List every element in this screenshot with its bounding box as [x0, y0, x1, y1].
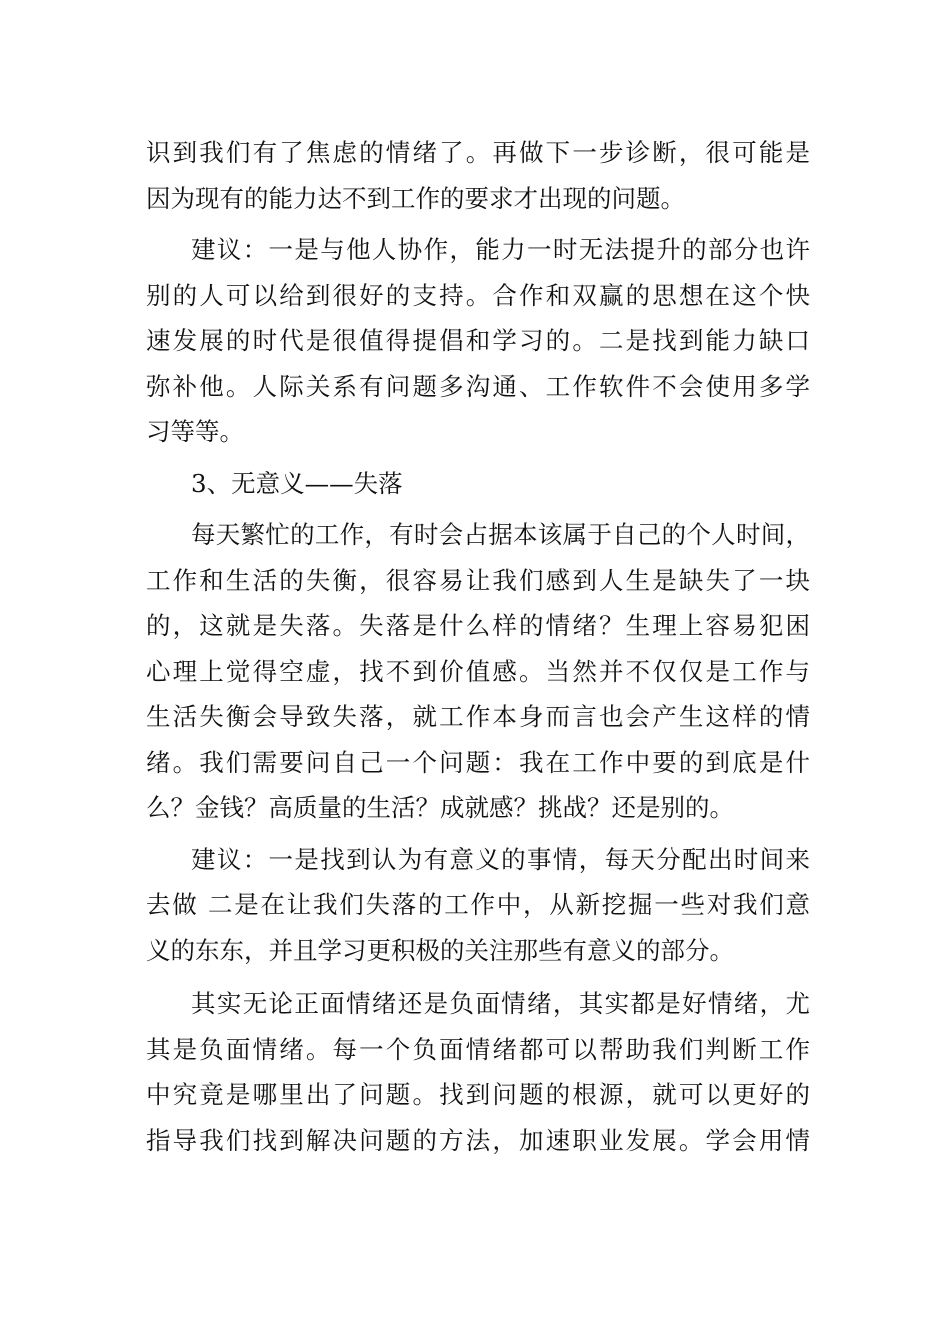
text-line: 其是负面情绪。每一个负面情绪都可以帮助我们判断工作	[146, 1034, 810, 1064]
text-line: 去做 二是在让我们失落的工作中，从新挖掘一些对我们意	[146, 890, 810, 919]
text-line: 生活失衡会导致失落，就工作本身而言也会产生这样的情	[146, 702, 810, 731]
text-line: 工作和生活的失衡，很容易让我们感到人生是缺失了一块	[146, 565, 810, 595]
text-line: 心理上觉得空虚，找不到价值感。当然并不仅仅是工作与	[146, 656, 810, 686]
text-line: 因为现有的能力达不到工作的要求才出现的问题。	[146, 183, 685, 213]
text-line: 建议：一是与他人协作，能力一时无法提升的部分也许	[191, 235, 810, 264]
section-heading: 3、无意义——失落	[191, 468, 403, 498]
text-line: 每天繁忙的工作，有时会占据本该属于自己的个人时间，	[191, 520, 810, 549]
text-line: 么？金钱？高质量的生活？成就感？挑战？还是别的。	[146, 793, 734, 822]
text-line: 弥补他。人际关系有问题多沟通、工作软件不会使用多学	[146, 371, 810, 401]
text-line: 义的东东，并且学习更积极的关注那些有意义的部分。	[146, 935, 734, 965]
text-line: 中究竟是哪里出了问题。找到问题的根源，就可以更好的	[146, 1080, 810, 1109]
text-line: 绪。我们需要问自己一个问题：我在工作中要的到底是什	[146, 747, 810, 777]
text-line: 的，这就是失落。失落是什么样的情绪？生理上容易犯困	[146, 611, 810, 640]
text-line: 指导我们找到解决问题的方法，加速职业发展。学会用情	[146, 1125, 810, 1155]
text-line: 建议：一是找到认为有意义的事情，每天分配出时间来	[191, 844, 810, 874]
text-line: 别的人可以给到很好的支持。合作和双赢的思想在这个快	[146, 280, 810, 310]
text-line: 其实无论正面情绪还是负面情绪，其实都是好情绪，尤	[191, 989, 810, 1018]
text-line: 识到我们有了焦虑的情绪了。再做下一步诊断，很可能是	[146, 138, 810, 167]
text-line: 习等等。	[146, 417, 244, 446]
document-body	[146, 130, 810, 1163]
text-line: 速发展的时代是很值得提倡和学习的。二是找到能力缺口	[146, 326, 810, 355]
